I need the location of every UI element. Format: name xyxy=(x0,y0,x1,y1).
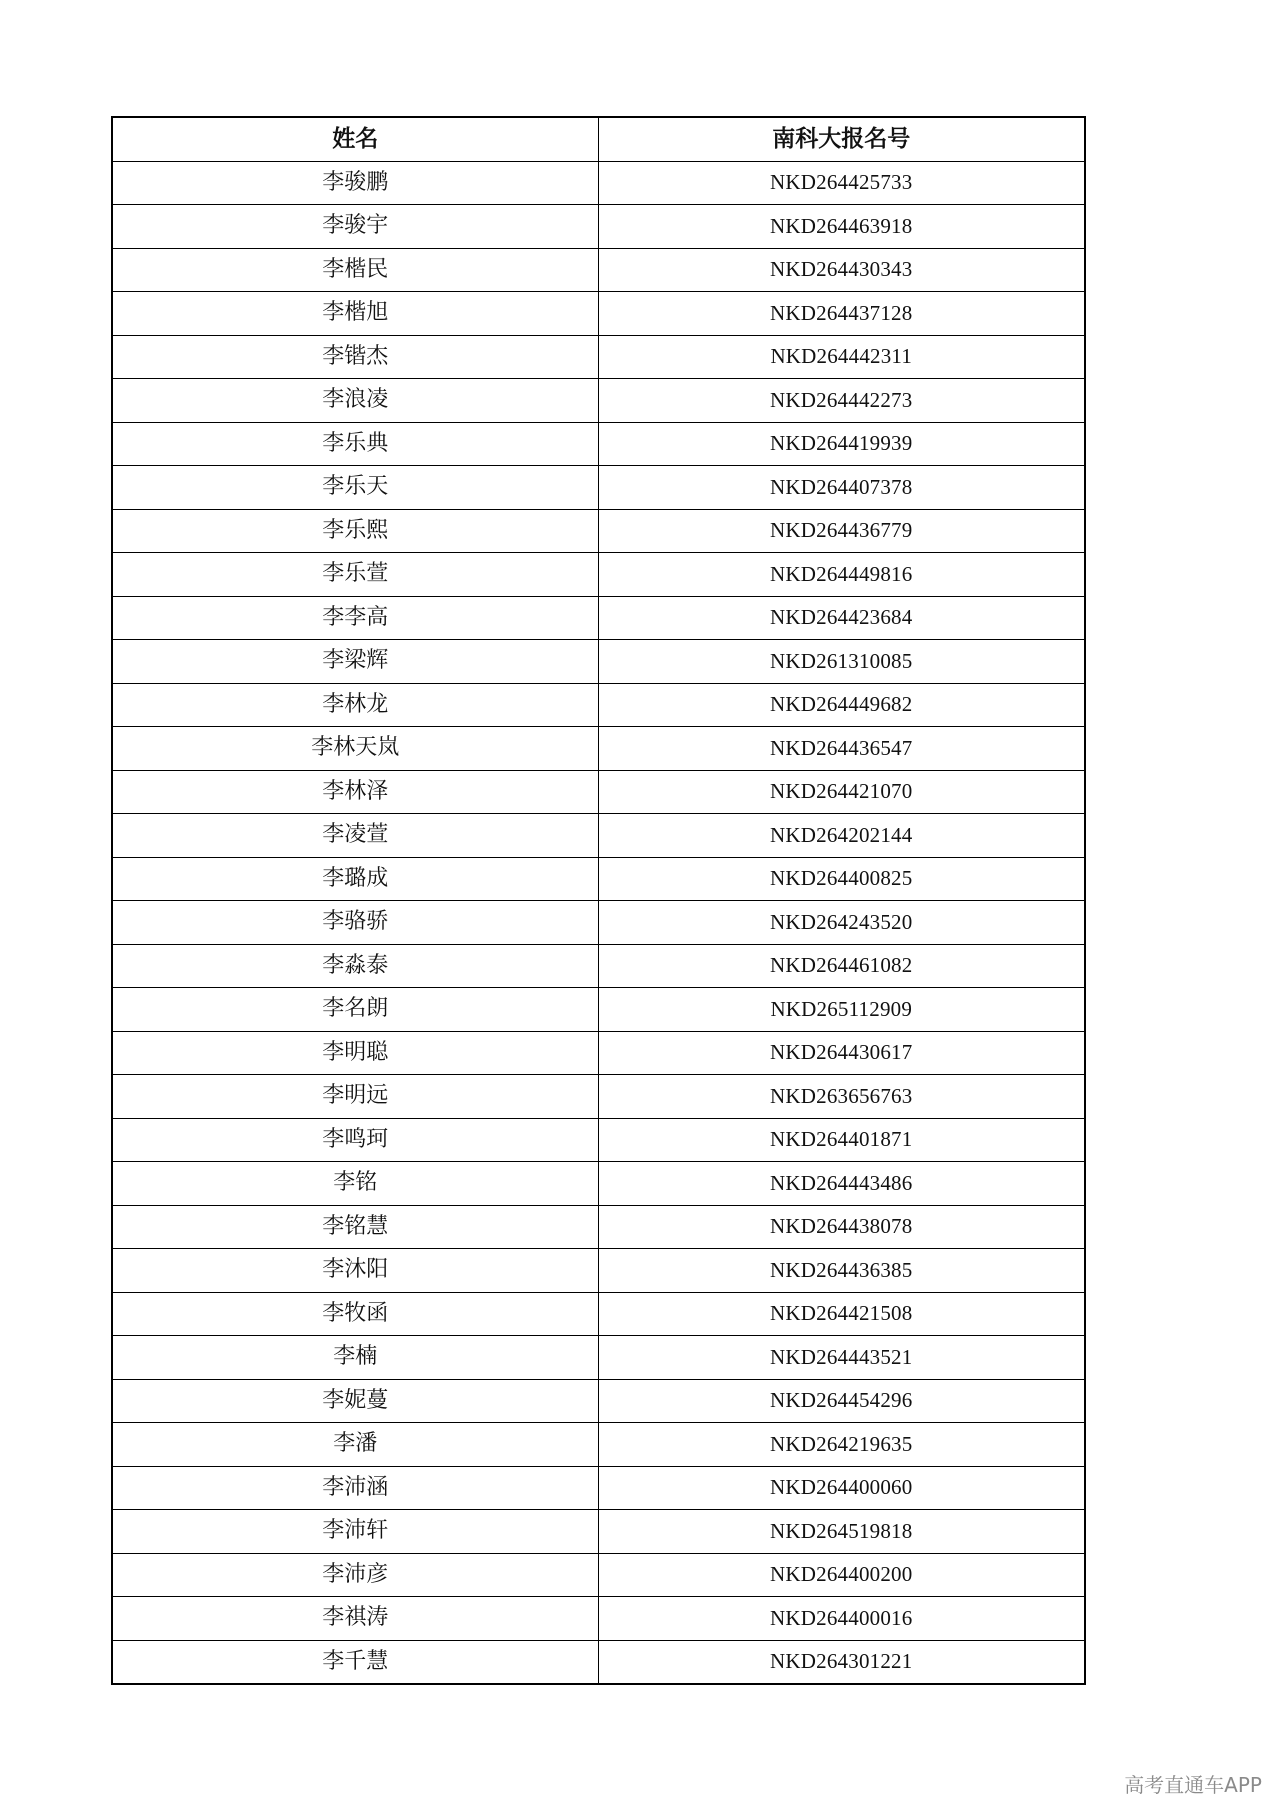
table-row xyxy=(112,422,1085,466)
reg-no-cell: NKD264463918 xyxy=(598,205,1085,249)
name-cell: 李妮蔓 xyxy=(112,1379,598,1423)
reg-no-cell: NKD264401871 xyxy=(598,1118,1085,1162)
header-name: 姓名 xyxy=(112,117,598,161)
name-cell: 李锴杰 xyxy=(112,335,598,379)
table-row xyxy=(112,640,1085,684)
name-cell: 李梁辉 xyxy=(112,640,598,684)
table-row xyxy=(112,379,1085,423)
registration-table xyxy=(111,116,1086,1685)
name-cell: 李潘 xyxy=(112,1423,598,1467)
reg-no-cell: NKD264436547 xyxy=(598,727,1085,771)
header-reg-no: 南科大报名号 xyxy=(598,117,1085,161)
table-row xyxy=(112,1249,1085,1293)
table-row xyxy=(112,1031,1085,1075)
name-cell: 李乐天 xyxy=(112,466,598,510)
reg-no-cell: NKD264243520 xyxy=(598,901,1085,945)
name-cell: 李楷旭 xyxy=(112,292,598,336)
name-cell: 李凌萱 xyxy=(112,814,598,858)
name-cell: 李沛涵 xyxy=(112,1466,598,1510)
table-row xyxy=(112,596,1085,640)
name-cell: 李骏宇 xyxy=(112,205,598,249)
name-cell: 李璐成 xyxy=(112,857,598,901)
reg-no-cell: NKD264449682 xyxy=(598,683,1085,727)
reg-no-cell: NKD264442273 xyxy=(598,379,1085,423)
table-row xyxy=(112,1640,1085,1684)
name-cell: 李沛轩 xyxy=(112,1510,598,1554)
name-cell: 李浪凌 xyxy=(112,379,598,423)
table-row xyxy=(112,1292,1085,1336)
table-row xyxy=(112,1553,1085,1597)
name-cell: 李明远 xyxy=(112,1075,598,1119)
reg-no-cell: NKD264454296 xyxy=(598,1379,1085,1423)
reg-no-cell: NKD264442311 xyxy=(598,335,1085,379)
reg-no-cell: NKD264407378 xyxy=(598,466,1085,510)
table-row xyxy=(112,727,1085,771)
reg-no-cell: NKD264400200 xyxy=(598,1553,1085,1597)
reg-no-cell: NKD264421070 xyxy=(598,770,1085,814)
name-cell: 李明聪 xyxy=(112,1031,598,1075)
name-cell: 李淼泰 xyxy=(112,944,598,988)
reg-no-cell: NKD264436779 xyxy=(598,509,1085,553)
name-cell: 李楠 xyxy=(112,1336,598,1380)
reg-no-cell: NKD264219635 xyxy=(598,1423,1085,1467)
table-header-row xyxy=(112,117,1085,161)
table-row xyxy=(112,901,1085,945)
name-cell: 李李高 xyxy=(112,596,598,640)
name-cell: 李千慧 xyxy=(112,1640,598,1684)
table-row xyxy=(112,553,1085,597)
table-row xyxy=(112,857,1085,901)
name-cell: 李祺涛 xyxy=(112,1597,598,1641)
table-row xyxy=(112,205,1085,249)
reg-no-cell: NKD264400825 xyxy=(598,857,1085,901)
reg-no-cell: NKD264400060 xyxy=(598,1466,1085,1510)
name-cell: 李铭慧 xyxy=(112,1205,598,1249)
table-row xyxy=(112,466,1085,510)
table-row xyxy=(112,1162,1085,1206)
table-body xyxy=(112,161,1085,1684)
reg-no-cell: NKD264400016 xyxy=(598,1597,1085,1641)
table-row xyxy=(112,770,1085,814)
reg-no-cell: NKD263656763 xyxy=(598,1075,1085,1119)
reg-no-cell: NKD264421508 xyxy=(598,1292,1085,1336)
table-row xyxy=(112,1597,1085,1641)
reg-no-cell: NKD264430343 xyxy=(598,248,1085,292)
reg-no-cell: NKD264438078 xyxy=(598,1205,1085,1249)
name-cell: 李骏鹏 xyxy=(112,161,598,205)
table-row xyxy=(112,1379,1085,1423)
name-cell: 李鸣珂 xyxy=(112,1118,598,1162)
name-cell: 李铭 xyxy=(112,1162,598,1206)
table-row xyxy=(112,683,1085,727)
table-row xyxy=(112,1336,1085,1380)
table-row xyxy=(112,1205,1085,1249)
table-row xyxy=(112,509,1085,553)
table-row xyxy=(112,814,1085,858)
name-cell: 李林泽 xyxy=(112,770,598,814)
reg-no-cell: NKD264443486 xyxy=(598,1162,1085,1206)
reg-no-cell: NKD264461082 xyxy=(598,944,1085,988)
watermark: 高考直通车APP xyxy=(1124,1773,1262,1797)
table-row xyxy=(112,988,1085,1032)
name-cell: 李林天岚 xyxy=(112,727,598,771)
name-cell: 李名朗 xyxy=(112,988,598,1032)
name-cell: 李骆骄 xyxy=(112,901,598,945)
reg-no-cell: NKD264301221 xyxy=(598,1640,1085,1684)
table-row xyxy=(112,1075,1085,1119)
table-row xyxy=(112,161,1085,205)
table-row xyxy=(112,335,1085,379)
reg-no-cell: NKD264437128 xyxy=(598,292,1085,336)
table-row xyxy=(112,1510,1085,1554)
name-cell: 李牧函 xyxy=(112,1292,598,1336)
name-cell: 李沐阳 xyxy=(112,1249,598,1293)
reg-no-cell: NKD265112909 xyxy=(598,988,1085,1032)
name-cell: 李沛彦 xyxy=(112,1553,598,1597)
name-cell: 李乐萱 xyxy=(112,553,598,597)
table-row xyxy=(112,248,1085,292)
reg-no-cell: NKD264423684 xyxy=(598,596,1085,640)
table-row xyxy=(112,292,1085,336)
reg-no-cell: NKD264449816 xyxy=(598,553,1085,597)
reg-no-cell: NKD261310085 xyxy=(598,640,1085,684)
name-cell: 李乐熙 xyxy=(112,509,598,553)
reg-no-cell: NKD264519818 xyxy=(598,1510,1085,1554)
reg-no-cell: NKD264436385 xyxy=(598,1249,1085,1293)
table-row xyxy=(112,1118,1085,1162)
reg-no-cell: NKD264443521 xyxy=(598,1336,1085,1380)
name-cell: 李乐典 xyxy=(112,422,598,466)
table-row xyxy=(112,1423,1085,1467)
name-cell: 李林龙 xyxy=(112,683,598,727)
reg-no-cell: NKD264430617 xyxy=(598,1031,1085,1075)
table-row xyxy=(112,944,1085,988)
reg-no-cell: NKD264202144 xyxy=(598,814,1085,858)
registration-table-container xyxy=(111,116,1084,1685)
table-row xyxy=(112,1466,1085,1510)
reg-no-cell: NKD264419939 xyxy=(598,422,1085,466)
name-cell: 李楷民 xyxy=(112,248,598,292)
reg-no-cell: NKD264425733 xyxy=(598,161,1085,205)
